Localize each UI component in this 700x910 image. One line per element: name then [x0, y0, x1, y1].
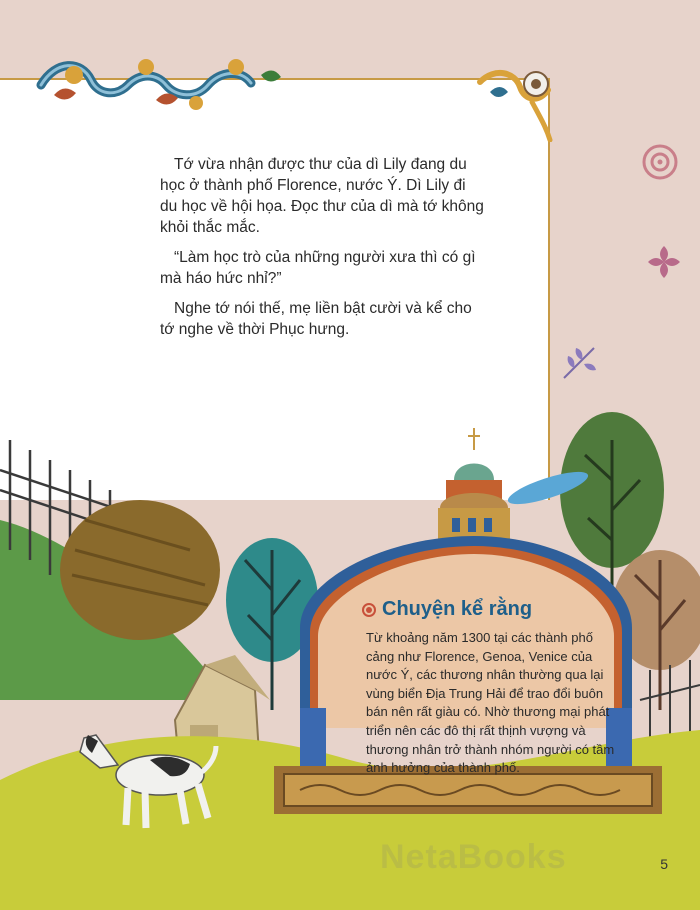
scroll-ornament-top-left — [36, 55, 286, 115]
rosette-decoration — [640, 142, 680, 182]
story-paragraph: Nghe tớ nói thế, mẹ liền bật cười và kể cho tớ nghe về thời Phục hưng. — [160, 300, 472, 338]
scroll-ornament-top-right — [470, 62, 570, 142]
info-card — [362, 598, 624, 778]
watermark: NetaBooks — [380, 838, 567, 876]
info-card-body: Từ khoảng năm 1300 tại các thành phố cảng như Florence, Genoa, Venice của nước Ý, các thương nhân thường qua lại vùng biển Địa Trung Hải để trao đổi buôn bán nên rất giàu có. Nhờ thương mại phát triển nên các đô thị rất thịnh vượng và thương nhân trở thành nhóm người có tầm ảnh hưởng của thành phố. — [366, 630, 615, 776]
story-paragraph: Tớ vừa nhận được thư của dì Lily đang du học ở thành phố Florence, nước Ý. Dì Lily đi du học về hội họa. Đọc thư của dì mà tớ không khỏi thắc mắc. — [160, 156, 484, 236]
info-card-title — [362, 598, 624, 621]
page-number: 5 — [660, 856, 668, 872]
flower-decoration — [644, 242, 684, 282]
leaf-sprig-decoration — [560, 342, 600, 382]
info-card-title-text: Chuyện kể rằng — [382, 598, 533, 620]
haystack — [60, 500, 220, 640]
story-paragraph: “Làm học trò của những người xưa thì có gì mà háo hức nhỉ?” — [160, 249, 476, 287]
story-text — [160, 154, 485, 349]
bullet-icon — [362, 603, 376, 617]
